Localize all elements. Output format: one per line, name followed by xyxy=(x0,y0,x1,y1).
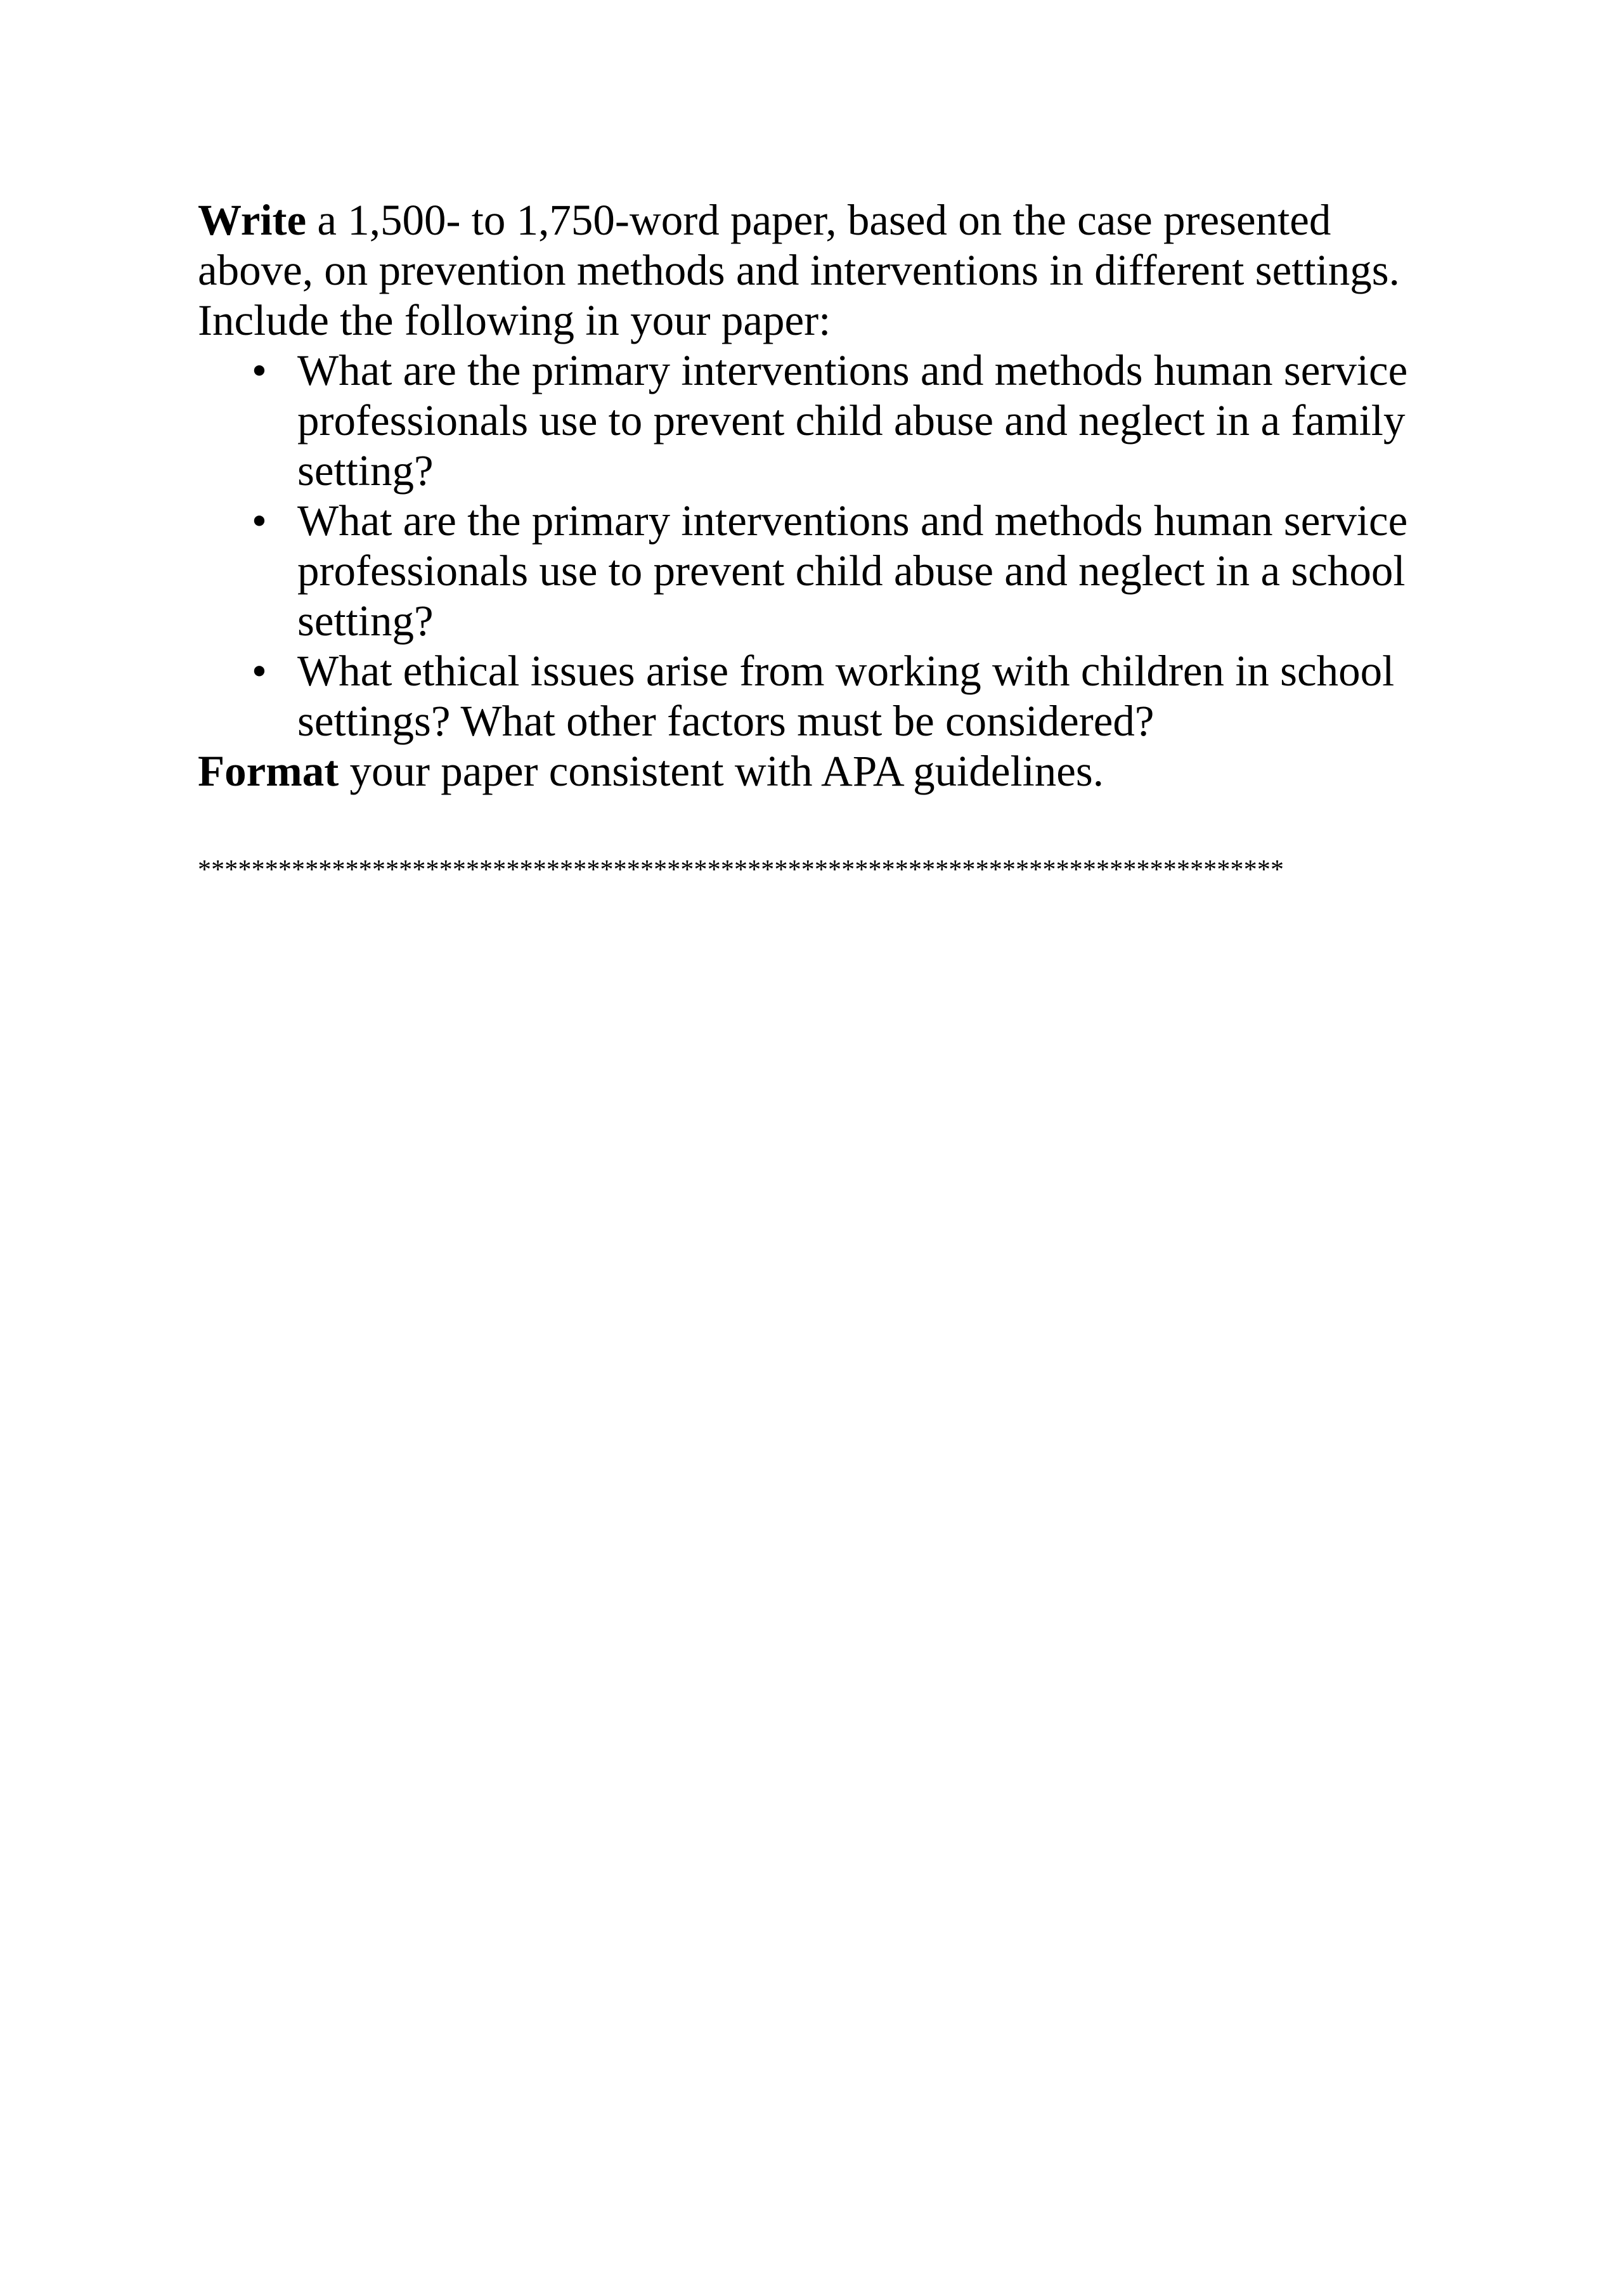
format-keyword: Format xyxy=(198,747,339,795)
write-keyword: Write xyxy=(198,196,307,244)
list-item-line: What ethical issues arise from working with children in school xyxy=(297,647,1395,695)
list-item xyxy=(198,496,1440,646)
assignment-text xyxy=(198,195,1440,796)
list-item-line: professionals use to prevent child abuse and neglect in a family xyxy=(297,396,1406,444)
intro-line-1-text: a 1,500- to 1,750-word paper, based on the case presented xyxy=(306,196,1331,244)
bullet-icon: • xyxy=(251,346,268,394)
bullet-icon: • xyxy=(251,496,268,545)
list-item-line: What are the primary interventions and methods human service xyxy=(297,346,1408,394)
closing-line xyxy=(198,746,1440,796)
closing-text: your paper consistent with APA guidelines. xyxy=(339,747,1104,795)
intro-line-3: Include the following in your paper: xyxy=(198,296,831,344)
closing-paragraph xyxy=(198,746,1440,796)
asterisk-separator: ********************************************************************************* xyxy=(198,855,1284,885)
intro-paragraph xyxy=(198,195,1440,346)
list-item-line: professionals use to prevent child abuse and neglect in a school xyxy=(297,547,1406,595)
requirements-list xyxy=(198,346,1440,746)
list-item-line: setting? xyxy=(297,446,434,495)
list-item-line: setting? xyxy=(297,597,434,645)
list-item-line: settings? What other factors must be considered? xyxy=(297,697,1154,745)
list-item xyxy=(198,346,1440,496)
bullet-icon: • xyxy=(251,647,268,695)
intro-line-2: above, on prevention methods and interventions in different settings. xyxy=(198,246,1400,294)
list-item-line: What are the primary interventions and methods human service xyxy=(297,496,1408,545)
list-item xyxy=(198,646,1440,746)
intro-line-1 xyxy=(198,195,1440,245)
